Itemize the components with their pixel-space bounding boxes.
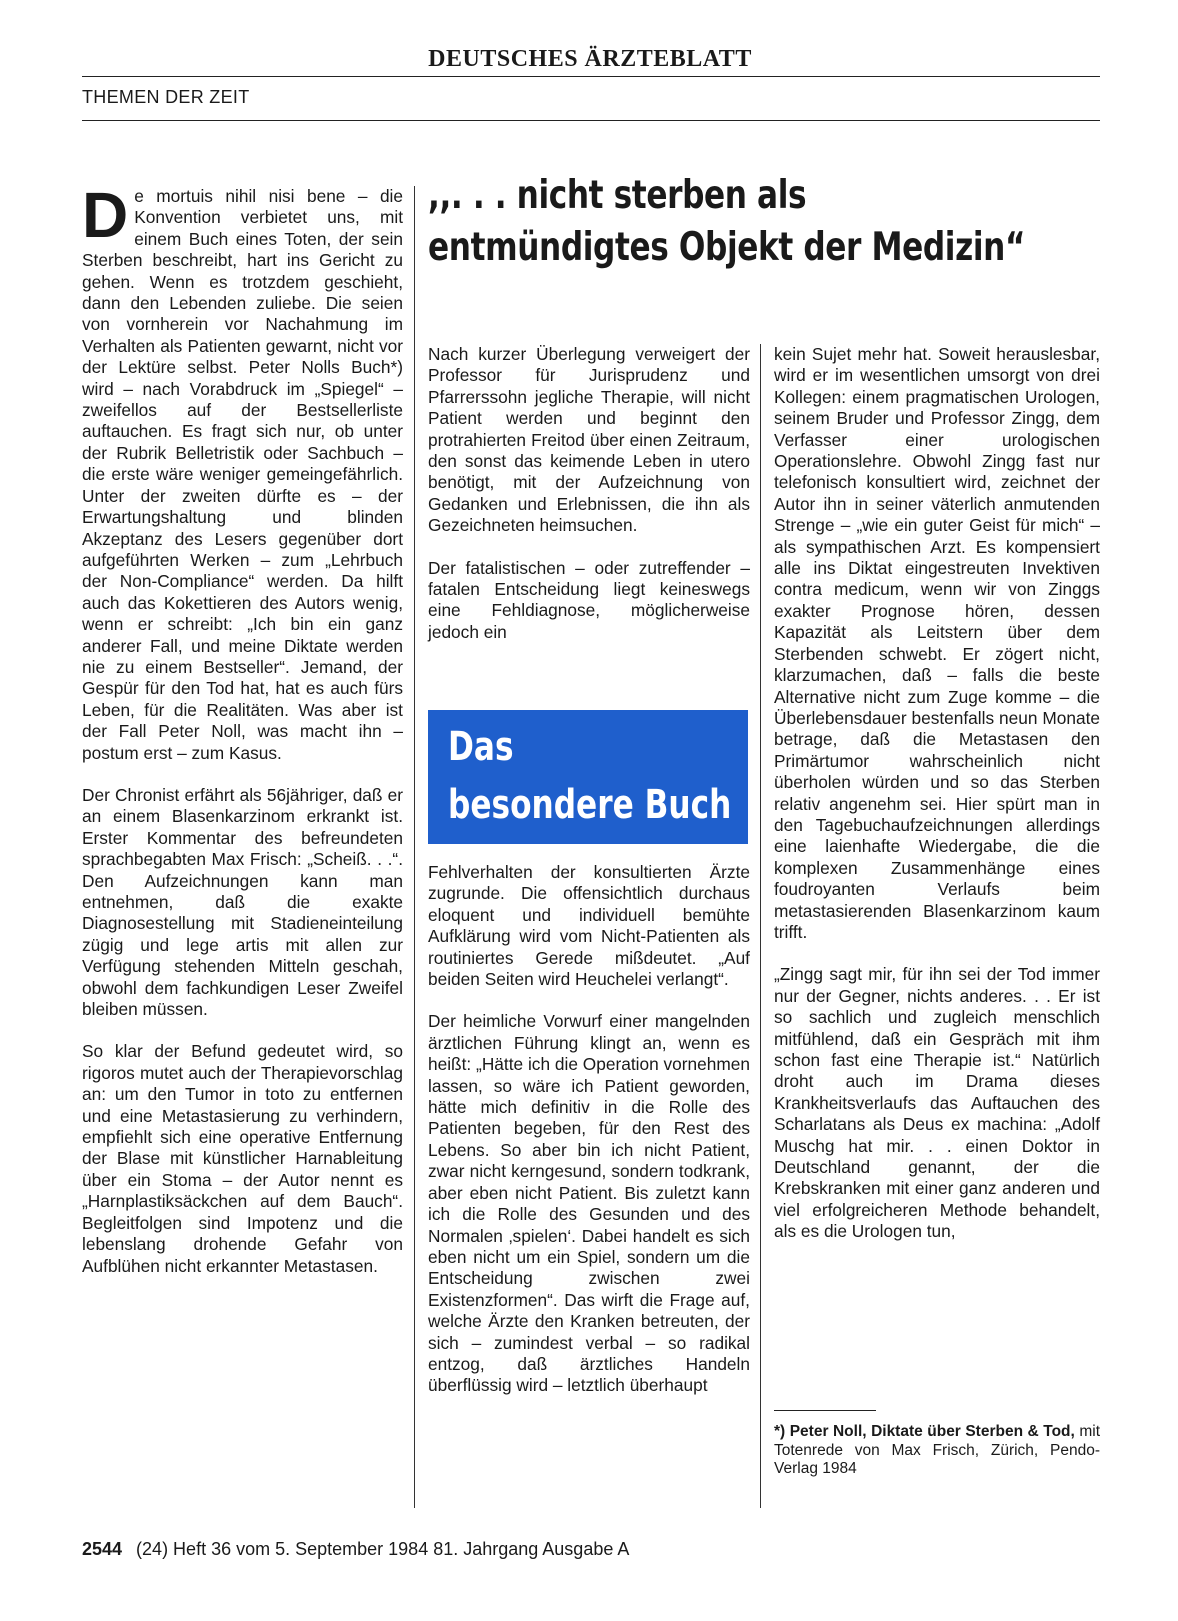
rubric-box bbox=[428, 710, 748, 844]
section-label: THEMEN DER ZEIT bbox=[82, 87, 250, 107]
masthead-rule bbox=[82, 76, 1100, 77]
paragraph: Der Chronist erfährt als 56jähriger, daß er an einem Blasenkarzinom erkrankt ist. Erster Kommentar des befreundeten sprachbegabten Max Frisch: „Scheiß. . .“. Den Aufzeichnungen kann man entnehmen, daß die exakte Diagnosestellung mit Stadieneinteilung zügig und lege artis mit allen zur Verfügung stehenden Mitteln geschah, obwohl dem fachkundigen Leser Zweifel bleiben müssen. bbox=[82, 784, 403, 1020]
headline-line-2: entmündigtes Objekt der Medizin“ bbox=[428, 225, 1026, 270]
paragraph: Der heimliche Vorwurf einer mangelnden ärztlichen Führung klingt an, wenn es heißt: „Hätte ich die Operation vornehmen lassen, so wäre ich Patient geworden, hätte mich definitiv in die Rolle des Patienten begeben, für den Rest des Lebens. So aber bin ich nicht Patient, zwar nicht kerngesund, sondern todkrank, aber eben nicht Patient. Bis zuletzt kann ich die Rolle des Gesunden und des Normalen ‚spielen‘. Dabei handelt es sich eben nicht um ein Spiel, sondern um die Entscheidung zwischen zwei Existenzformen“. Das wirft die Frage auf, welche Ärzte den Kranken betreuten, der sich – zumindest verbal – so radikal entzog, daß ärztliches Handeln überflüssig wird – letztlich überhaupt bbox=[428, 1011, 750, 1396]
paragraph: „Zingg sagt mir, für ihn sei der Tod immer nur der Gegner, nichts anderes. . . Er ist so sachlich und zugleich menschlich mitfühlend, daß ein Gespräch mit ihm schon fast eine Therapie ist.“ Natürlich droht auch im Drama dieses Krankheitsverlaufs das Auftauchen des Scharlatans als Deus ex machina: „Adolf Muschg hat mir. . . einen Doktor in Deutschland genannt, der die Krebskranken mit einer ganz anderen und viel erfolgreicheren Methode behandelt, als es die Urologen tun, bbox=[774, 964, 1100, 1242]
article-headline bbox=[428, 170, 1026, 274]
footnote-text: mit Totenrede von Max Frisch, Zürich, Pendo-Verlag 1984 bbox=[774, 1423, 1100, 1477]
page-footer bbox=[82, 1539, 629, 1560]
page-number: 2544 bbox=[82, 1539, 123, 1559]
rubric-line-2: besondere Buch bbox=[448, 782, 732, 828]
rubric-line-1: Das bbox=[448, 724, 514, 770]
column-divider-2 bbox=[760, 344, 761, 1508]
article-column-2-bottom bbox=[428, 862, 750, 1397]
article-column-3 bbox=[774, 344, 1100, 1243]
drop-cap: D bbox=[82, 179, 129, 251]
paragraph bbox=[82, 179, 403, 764]
paragraph: So klar der Befund gedeutet wird, so rigoros mutet auch der Therapievorschlag an: um den Tumor in toto zu entfernen und eine Metastasierung zu verhindern, empfiehlt sich eine operative Entfernung der Blase mit künstlicher Harnableitung über ein Stoma – der Autor nennt es „Harnplastiksäckchen auf dem Bauch“. Begleitfolgen sind Impotenz und die lebenslang drohende Gefahr von Aufblühen nicht erkannter Metastasen. bbox=[82, 1041, 403, 1276]
paragraph: Nach kurzer Überlegung verweigert der Professor für Jurisprudenz und Pfarrerssohn jegliche Therapie, will nicht Patient werden und beginnt den protrahierten Freitod über einen Zeitraum, den sonst das keimende Leben in utero benötigt, mit der Aufzeichnung von Gedanken und Erlebnissen, die ihn als Gezeichneten heimsuchen. bbox=[428, 344, 750, 536]
column-divider-1 bbox=[414, 186, 415, 1508]
headline-line-1: ,,. . . nicht sterben als bbox=[428, 173, 807, 218]
footnote-citation: *) Peter Noll, Diktate über Sterben & Tod, bbox=[774, 1423, 1075, 1440]
footnote bbox=[774, 1423, 1100, 1479]
paragraph: Der fatalistischen – oder zutreffender – fatalen Entscheidung liegt keineswegs eine Fehldiagnose, möglicherweise jedoch ein bbox=[428, 557, 750, 642]
issue-info: (24) Heft 36 vom 5. September 1984 81. Jahrgang Ausgabe A bbox=[136, 1539, 630, 1559]
section-rule bbox=[82, 120, 1100, 121]
article-column-2-top bbox=[428, 344, 750, 643]
article-column-1 bbox=[82, 179, 403, 1277]
paragraph: kein Sujet mehr hat. Soweit herauslesbar, wird er im wesentlichen umsorgt von drei Kollegen: einem pragmatischen Urologen, seinem Bruder und Professor Zingg, dem Verfasser einer urologischen Operationslehre. Obwohl Zingg fast nur telefonisch konsultiert wird, zeichnet der Autor ihn in seiner väterlich anmutenden Strenge – „wie ein guter Geist für mich“ – als sympathischen Arzt. Es kompensiert alle ins Diktat eingestreuten Invektiven contra medicum, wenn wir von Zinggs exakter Prognose hören, dessen Kapazität als Leitstern über dem Sterbenden schwebt. Er zögert nicht, klarzumachen, daß – falls die beste Alternative nicht zum Zuge komme – die Überlebensdauer bestenfalls neun Monate betrage, daß die Metastasen den Primärtumor wahrscheinlich nicht überholen würden und so das Sterben relativ angenehm sei. Hier spürt man in den Tagebuchaufzeichnungen allerdings eine laienhafte Wiedergabe, die die komplexen Zusammenhänge eines foudroyanten Verlaufs beim metastasierenden Blasenkarzinom kaum trifft. bbox=[774, 344, 1100, 942]
paragraph-text: e mortuis nihil nisi bene – die Konvention verbietet uns, mit einem Buch eines Toten, der sein Sterben beschreibt, hart ins Gericht zu gehen. Wenn es trotzdem geschieht, dann den Lebenden zuliebe. Die seien von vornherein vor Nachahmung im Verhalten als Patienten gewarnt, nicht vor der Lektüre selbst. Peter Nolls Buch*) wird – nach Vorabdruck im „Spiegel“ – zweifellos auf der Bestsellerliste auftauchen. Es fragt sich nur, ob unter der Rubrik Belletristik oder Sachbuch – die erste wäre weniger gemeingefährlich. Unter der zweiten dürfte es – der Erwartungshaltung und blinden Akzeptanz des Lesers gegenüber dort aufgeführten Werken – zum „Lehrbuch der Non-Compliance“ werden. Da hilft auch das Kokettieren des Autors wenig, wenn er schreibt: „Ich bin ein ganz anderer Fall, und meine Diktate werden nie zu einem Bestseller“. Jemand, der Gespür für den Tod hat, hat es auch fürs Leben, für die Realitäten. Was aber ist der Fall Peter Noll, was macht ihn – postum erst – zum Kasus. bbox=[82, 186, 403, 763]
masthead-title: DEUTSCHES ÄRZTEBLATT bbox=[428, 46, 752, 72]
footnote-rule bbox=[774, 1410, 876, 1411]
paragraph: Fehlverhalten der konsultierten Ärzte zugrunde. Die offensichtlich durchaus eloquent und individuell bemühte Aufklärung wird vom Nicht-Patienten als routiniertes Gerede mißdeutet. „Auf beiden Seiten wird Heuchelei verlangt“. bbox=[428, 862, 750, 990]
